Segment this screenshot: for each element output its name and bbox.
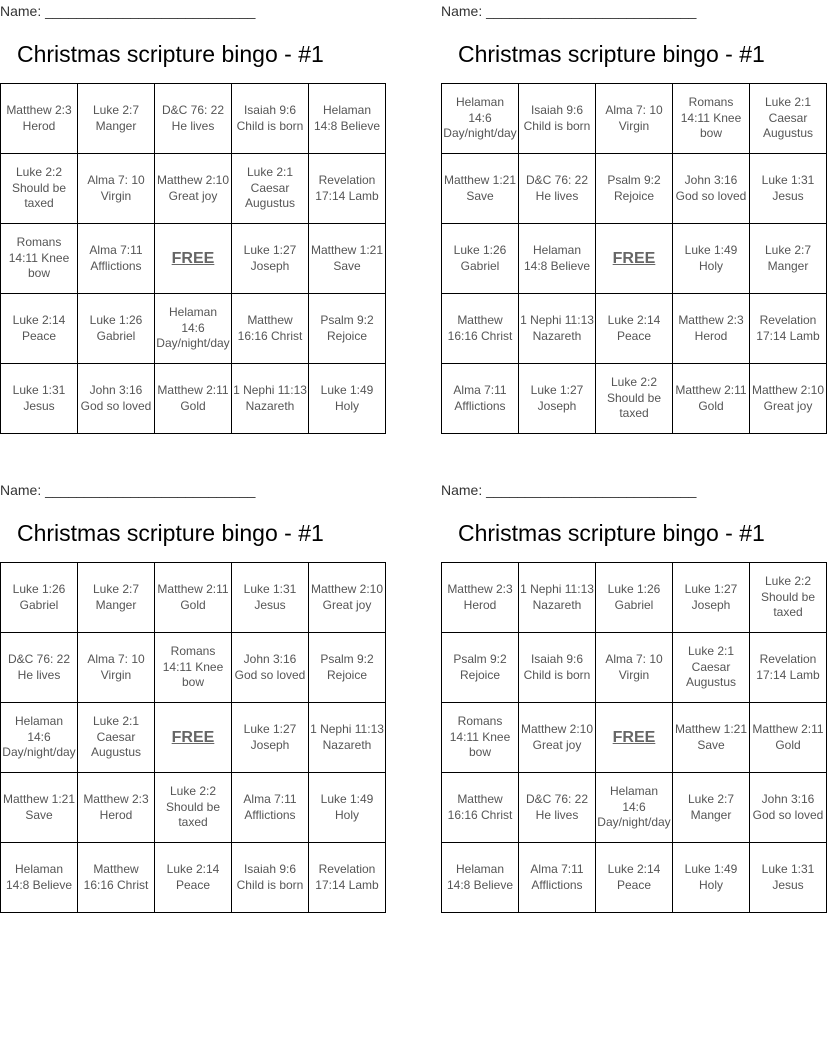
bingo-row <box>1 563 386 633</box>
bingo-cell[interactable]: Isaiah 9:6 Child is born <box>232 843 309 913</box>
bingo-row <box>442 84 827 154</box>
bingo-cell[interactable]: Luke 2:7 Manger <box>750 224 827 294</box>
bingo-cell[interactable]: Luke 2:14 Peace <box>596 294 673 364</box>
bingo-cell[interactable]: Matthew 1:21 Save <box>309 224 386 294</box>
bingo-cell[interactable]: Helaman 14:6 Day/night/day <box>1 703 78 773</box>
bingo-cell[interactable]: Luke 2:1 Caesar Augustus <box>232 154 309 224</box>
bingo-cell[interactable]: John 3:16 God so loved <box>78 364 155 434</box>
bingo-row <box>1 154 386 224</box>
bingo-cell[interactable]: Matthew 16:16 Christ <box>442 294 519 364</box>
bingo-cell[interactable]: Luke 2:1 Caesar Augustus <box>78 703 155 773</box>
bingo-row <box>442 224 827 294</box>
bingo-cell[interactable]: Helaman 14:8 Believe <box>1 843 78 913</box>
bingo-row <box>442 563 827 633</box>
bingo-cell[interactable]: 1 Nephi 11:13 Nazareth <box>519 294 596 364</box>
bingo-cell[interactable]: Luke 1:26 Gabriel <box>596 563 673 633</box>
bingo-cell[interactable]: Alma 7: 10 Virgin <box>596 633 673 703</box>
bingo-cell[interactable]: Luke 1:31 Jesus <box>750 154 827 224</box>
bingo-row <box>442 633 827 703</box>
bingo-cell[interactable]: Psalm 9:2 Rejoice <box>596 154 673 224</box>
name-field[interactable]: Name: ___________________________ <box>0 482 256 498</box>
bingo-row <box>1 364 386 434</box>
bingo-cell[interactable]: Matthew 2:3 Herod <box>78 773 155 843</box>
bingo-cell[interactable]: Helaman 14:6 Day/night/day <box>442 84 519 154</box>
bingo-cell[interactable]: Alma 7: 10 Virgin <box>78 154 155 224</box>
bingo-cell[interactable]: Matthew 16:16 Christ <box>442 773 519 843</box>
bingo-cell[interactable]: Revelation 17:14 Lamb <box>309 154 386 224</box>
bingo-cell[interactable]: Matthew 2:10 Great joy <box>309 563 386 633</box>
bingo-cell[interactable]: D&C 76: 22 He lives <box>1 633 78 703</box>
bingo-cell[interactable]: Helaman 14:8 Believe <box>442 843 519 913</box>
bingo-cell[interactable]: Romans 14:11 Knee bow <box>673 84 750 154</box>
bingo-cell[interactable]: 1 Nephi 11:13 Nazareth <box>232 364 309 434</box>
bingo-cell[interactable]: D&C 76: 22 He lives <box>519 773 596 843</box>
bingo-cell[interactable]: Luke 2:2 Should be taxed <box>1 154 78 224</box>
bingo-cell[interactable]: John 3:16 God so loved <box>750 773 827 843</box>
bingo-row <box>1 633 386 703</box>
card-title: Christmas scripture bingo - #1 <box>458 41 765 67</box>
free-space[interactable]: FREE <box>155 703 232 773</box>
bingo-row <box>442 364 827 434</box>
bingo-cell[interactable]: Luke 2:2 Should be taxed <box>750 563 827 633</box>
bingo-cell[interactable]: Matthew 2:10 Great joy <box>155 154 232 224</box>
bingo-row <box>1 224 386 294</box>
bingo-cell[interactable]: Isaiah 9:6 Child is born <box>232 84 309 154</box>
card-title: Christmas scripture bingo - #1 <box>458 520 765 546</box>
bingo-cell[interactable]: 1 Nephi 11:13 Nazareth <box>519 563 596 633</box>
bingo-cell[interactable]: Luke 2:14 Peace <box>1 294 78 364</box>
bingo-cell[interactable]: Matthew 2:3 Herod <box>673 294 750 364</box>
bingo-cell[interactable]: Alma 7: 10 Virgin <box>596 84 673 154</box>
bingo-cell[interactable]: Revelation 17:14 Lamb <box>750 633 827 703</box>
bingo-cell[interactable]: Luke 2:1 Caesar Augustus <box>750 84 827 154</box>
bingo-grid <box>0 562 386 913</box>
name-field[interactable]: Name: ___________________________ <box>0 3 256 19</box>
bingo-cell[interactable]: Luke 1:49 Holy <box>309 364 386 434</box>
bingo-cell[interactable]: Alma 7:11 Afflictions <box>232 773 309 843</box>
bingo-cell[interactable]: D&C 76: 22 He lives <box>519 154 596 224</box>
bingo-cell[interactable]: Luke 1:26 Gabriel <box>1 563 78 633</box>
bingo-cell[interactable]: D&C 76: 22 He lives <box>155 84 232 154</box>
bingo-row <box>442 154 827 224</box>
bingo-cell[interactable]: Helaman 14:6 Day/night/day <box>155 294 232 364</box>
bingo-cell[interactable]: Matthew 16:16 Christ <box>78 843 155 913</box>
bingo-cell[interactable]: Luke 1:27 Joseph <box>673 563 750 633</box>
name-field[interactable]: Name: ___________________________ <box>441 482 697 498</box>
bingo-cell[interactable]: Isaiah 9:6 Child is born <box>519 633 596 703</box>
bingo-row <box>1 703 386 773</box>
bingo-cell[interactable]: Luke 2:7 Manger <box>78 84 155 154</box>
bingo-cell[interactable]: Luke 2:1 Caesar Augustus <box>673 633 750 703</box>
bingo-cell[interactable]: Revelation 17:14 Lamb <box>750 294 827 364</box>
bingo-cell[interactable]: Luke 1:26 Gabriel <box>78 294 155 364</box>
bingo-row <box>1 294 386 364</box>
bingo-cell[interactable]: Psalm 9:2 Rejoice <box>309 294 386 364</box>
bingo-cell[interactable]: Luke 1:31 Jesus <box>1 364 78 434</box>
bingo-cell[interactable]: Luke 1:49 Holy <box>673 843 750 913</box>
bingo-cell[interactable]: Luke 1:26 Gabriel <box>442 224 519 294</box>
bingo-row <box>1 843 386 913</box>
bingo-cell[interactable]: Matthew 2:3 Herod <box>1 84 78 154</box>
card-title: Christmas scripture bingo - #1 <box>17 41 324 67</box>
bingo-row <box>1 84 386 154</box>
bingo-cell[interactable]: Romans 14:11 Knee bow <box>155 633 232 703</box>
bingo-cell[interactable]: Revelation 17:14 Lamb <box>309 843 386 913</box>
bingo-cell[interactable]: Matthew 2:11 Gold <box>673 364 750 434</box>
bingo-cell[interactable]: Luke 1:27 Joseph <box>519 364 596 434</box>
bingo-cell[interactable]: Alma 7:11 Afflictions <box>78 224 155 294</box>
bingo-cell[interactable]: Luke 1:49 Holy <box>673 224 750 294</box>
bingo-cell[interactable]: Alma 7:11 Afflictions <box>519 843 596 913</box>
bingo-cell[interactable]: 1 Nephi 11:13 Nazareth <box>309 703 386 773</box>
bingo-cell[interactable]: Luke 1:31 Jesus <box>232 563 309 633</box>
bingo-cell[interactable]: Luke 2:7 Manger <box>673 773 750 843</box>
bingo-cell[interactable]: Psalm 9:2 Rejoice <box>442 633 519 703</box>
bingo-cell[interactable]: Helaman 14:6 Day/night/day <box>596 773 673 843</box>
bingo-cell[interactable]: Alma 7: 10 Virgin <box>78 633 155 703</box>
bingo-cell[interactable]: Matthew 1:21 Save <box>1 773 78 843</box>
bingo-row <box>442 294 827 364</box>
bingo-cell[interactable]: Helaman 14:8 Believe <box>309 84 386 154</box>
name-field[interactable]: Name: ___________________________ <box>441 3 697 19</box>
free-space[interactable]: FREE <box>596 703 673 773</box>
bingo-cell[interactable]: Matthew 2:10 Great joy <box>750 364 827 434</box>
bingo-cell[interactable]: Luke 2:7 Manger <box>78 563 155 633</box>
bingo-cell[interactable]: Matthew 1:21 Save <box>673 703 750 773</box>
bingo-cell[interactable]: Luke 1:27 Joseph <box>232 224 309 294</box>
bingo-grid <box>0 83 386 434</box>
bingo-cell[interactable]: Luke 2:2 Should be taxed <box>596 364 673 434</box>
bingo-cell[interactable]: Alma 7:11 Afflictions <box>442 364 519 434</box>
bingo-grid <box>441 83 827 434</box>
bingo-row <box>442 843 827 913</box>
bingo-cell[interactable]: Luke 2:2 Should be taxed <box>155 773 232 843</box>
bingo-cell[interactable]: Matthew 1:21 Save <box>442 154 519 224</box>
bingo-cell[interactable]: Matthew 2:10 Great joy <box>519 703 596 773</box>
free-space[interactable]: FREE <box>155 224 232 294</box>
bingo-cell[interactable]: Luke 1:27 Joseph <box>232 703 309 773</box>
free-space[interactable]: FREE <box>596 224 673 294</box>
bingo-cell[interactable]: Luke 1:49 Holy <box>309 773 386 843</box>
bingo-cell[interactable]: Luke 2:14 Peace <box>596 843 673 913</box>
bingo-cell[interactable]: Matthew 16:16 Christ <box>232 294 309 364</box>
bingo-cell[interactable]: Romans 14:11 Knee bow <box>442 703 519 773</box>
bingo-row <box>1 773 386 843</box>
bingo-cell[interactable]: Matthew 2:11 Gold <box>155 563 232 633</box>
bingo-grid <box>441 562 827 913</box>
bingo-cell[interactable]: John 3:16 God so loved <box>673 154 750 224</box>
bingo-cell[interactable]: Matthew 2:11 Gold <box>155 364 232 434</box>
bingo-cell[interactable]: Romans 14:11 Knee bow <box>1 224 78 294</box>
bingo-cell[interactable]: Matthew 2:3 Herod <box>442 563 519 633</box>
card-title: Christmas scripture bingo - #1 <box>17 520 324 546</box>
bingo-row <box>442 703 827 773</box>
bingo-cell[interactable]: John 3:16 God so loved <box>232 633 309 703</box>
bingo-cell[interactable]: Matthew 2:11 Gold <box>750 703 827 773</box>
bingo-cell[interactable]: Helaman 14:8 Believe <box>519 224 596 294</box>
bingo-cell[interactable]: Psalm 9:2 Rejoice <box>309 633 386 703</box>
bingo-cell[interactable]: Isaiah 9:6 Child is born <box>519 84 596 154</box>
bingo-cell[interactable]: Luke 2:14 Peace <box>155 843 232 913</box>
bingo-cell[interactable]: Luke 1:31 Jesus <box>750 843 827 913</box>
bingo-row <box>442 773 827 843</box>
